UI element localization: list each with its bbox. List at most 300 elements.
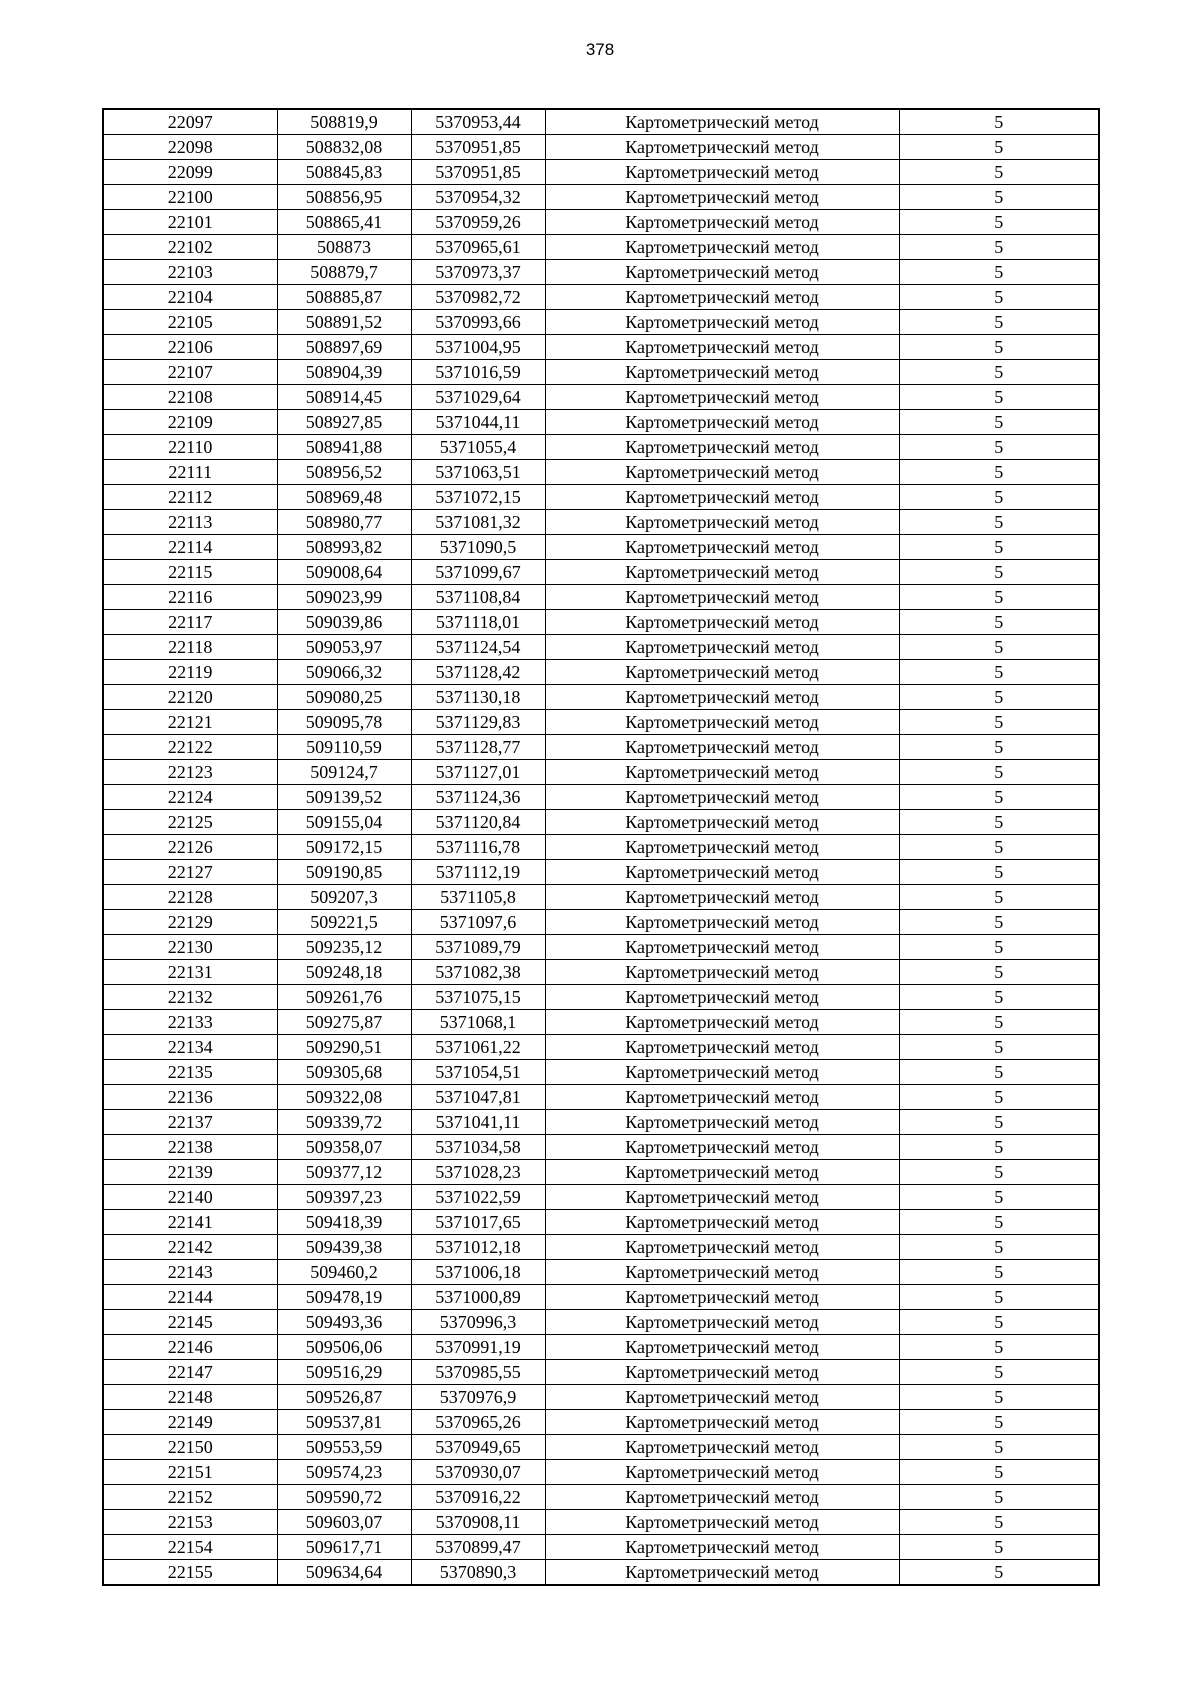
y-coordinate-cell: 5370959,26 (411, 210, 545, 235)
x-coordinate-cell: 508891,52 (277, 310, 411, 335)
accuracy-cell: 5 (899, 260, 1099, 285)
table-row (103, 1485, 1099, 1510)
x-coordinate-cell: 508980,77 (277, 510, 411, 535)
method-cell: Картометрический метод (545, 385, 899, 410)
method-cell: Картометрический метод (545, 1035, 899, 1060)
y-coordinate-cell: 5371128,42 (411, 660, 545, 685)
y-coordinate-cell: 5370890,3 (411, 1560, 545, 1586)
point-number-cell: 22146 (103, 1335, 277, 1360)
x-coordinate-cell: 509305,68 (277, 1060, 411, 1085)
table-row (103, 710, 1099, 735)
accuracy-cell: 5 (899, 1085, 1099, 1110)
method-cell: Картометрический метод (545, 135, 899, 160)
accuracy-cell: 5 (899, 1485, 1099, 1510)
point-number-cell: 22116 (103, 585, 277, 610)
y-coordinate-cell: 5371112,19 (411, 860, 545, 885)
x-coordinate-cell: 509023,99 (277, 585, 411, 610)
accuracy-cell: 5 (899, 835, 1099, 860)
accuracy-cell: 5 (899, 460, 1099, 485)
y-coordinate-cell: 5371034,58 (411, 1135, 545, 1160)
method-cell: Картометрический метод (545, 660, 899, 685)
point-number-cell: 22140 (103, 1185, 277, 1210)
method-cell: Картометрический метод (545, 1085, 899, 1110)
x-coordinate-cell: 509418,39 (277, 1210, 411, 1235)
x-coordinate-cell: 509460,2 (277, 1260, 411, 1285)
y-coordinate-cell: 5371108,84 (411, 585, 545, 610)
accuracy-cell: 5 (899, 935, 1099, 960)
x-coordinate-cell: 509537,81 (277, 1410, 411, 1435)
method-cell: Картометрический метод (545, 935, 899, 960)
point-number-cell: 22129 (103, 910, 277, 935)
point-number-cell: 22149 (103, 1410, 277, 1435)
accuracy-cell: 5 (899, 335, 1099, 360)
y-coordinate-cell: 5371075,15 (411, 985, 545, 1010)
table-row (103, 335, 1099, 360)
method-cell: Картометрический метод (545, 485, 899, 510)
x-coordinate-cell: 509261,76 (277, 985, 411, 1010)
x-coordinate-cell: 509221,5 (277, 910, 411, 935)
method-cell: Картометрический метод (545, 1210, 899, 1235)
table-row (103, 1110, 1099, 1135)
x-coordinate-cell: 509235,12 (277, 935, 411, 960)
accuracy-cell: 5 (899, 985, 1099, 1010)
table-row (103, 1310, 1099, 1335)
table-row (103, 435, 1099, 460)
y-coordinate-cell: 5370899,47 (411, 1535, 545, 1560)
point-number-cell: 22112 (103, 485, 277, 510)
point-number-cell: 22106 (103, 335, 277, 360)
accuracy-cell: 5 (899, 910, 1099, 935)
accuracy-cell: 5 (899, 610, 1099, 635)
y-coordinate-cell: 5371072,15 (411, 485, 545, 510)
table-row (103, 310, 1099, 335)
method-cell: Картометрический метод (545, 1560, 899, 1586)
y-coordinate-cell: 5371130,18 (411, 685, 545, 710)
point-number-cell: 22122 (103, 735, 277, 760)
point-number-cell: 22139 (103, 1160, 277, 1185)
method-cell: Картометрический метод (545, 1110, 899, 1135)
table-row (103, 810, 1099, 835)
x-coordinate-cell: 509080,25 (277, 685, 411, 710)
y-coordinate-cell: 5370953,44 (411, 109, 545, 135)
x-coordinate-cell: 509110,59 (277, 735, 411, 760)
point-number-cell: 22104 (103, 285, 277, 310)
accuracy-cell: 5 (899, 535, 1099, 560)
point-number-cell: 22130 (103, 935, 277, 960)
x-coordinate-cell: 508993,82 (277, 535, 411, 560)
accuracy-cell: 5 (899, 1560, 1099, 1586)
y-coordinate-cell: 5371061,22 (411, 1035, 545, 1060)
method-cell: Картометрический метод (545, 1360, 899, 1385)
x-coordinate-cell: 508914,45 (277, 385, 411, 410)
method-cell: Картометрический метод (545, 1010, 899, 1035)
point-number-cell: 22148 (103, 1385, 277, 1410)
point-number-cell: 22097 (103, 109, 277, 135)
method-cell: Картометрический метод (545, 1135, 899, 1160)
point-number-cell: 22134 (103, 1035, 277, 1060)
y-coordinate-cell: 5370982,72 (411, 285, 545, 310)
method-cell: Картометрический метод (545, 960, 899, 985)
y-coordinate-cell: 5371105,8 (411, 885, 545, 910)
accuracy-cell: 5 (899, 960, 1099, 985)
y-coordinate-cell: 5370976,9 (411, 1385, 545, 1410)
accuracy-cell: 5 (899, 760, 1099, 785)
y-coordinate-cell: 5371118,01 (411, 610, 545, 635)
table-row (103, 1285, 1099, 1310)
x-coordinate-cell: 508879,7 (277, 260, 411, 285)
method-cell: Картометрический метод (545, 1060, 899, 1085)
table-row (103, 1085, 1099, 1110)
accuracy-cell: 5 (899, 1135, 1099, 1160)
point-number-cell: 22143 (103, 1260, 277, 1285)
x-coordinate-cell: 509290,51 (277, 1035, 411, 1060)
point-number-cell: 22110 (103, 435, 277, 460)
method-cell: Картометрический метод (545, 285, 899, 310)
table-row (103, 185, 1099, 210)
x-coordinate-cell: 508819,9 (277, 109, 411, 135)
table-row (103, 1035, 1099, 1060)
accuracy-cell: 5 (899, 585, 1099, 610)
x-coordinate-cell: 509553,59 (277, 1435, 411, 1460)
point-number-cell: 22150 (103, 1435, 277, 1460)
accuracy-cell: 5 (899, 235, 1099, 260)
y-coordinate-cell: 5371047,81 (411, 1085, 545, 1110)
y-coordinate-cell: 5371028,23 (411, 1160, 545, 1185)
method-cell: Картометрический метод (545, 235, 899, 260)
y-coordinate-cell: 5371129,83 (411, 710, 545, 735)
accuracy-cell: 5 (899, 1535, 1099, 1560)
x-coordinate-cell: 508897,69 (277, 335, 411, 360)
x-coordinate-cell: 509574,23 (277, 1460, 411, 1485)
accuracy-cell: 5 (899, 1335, 1099, 1360)
table-row (103, 1360, 1099, 1385)
x-coordinate-cell: 508885,87 (277, 285, 411, 310)
x-coordinate-cell: 509275,87 (277, 1010, 411, 1035)
accuracy-cell: 5 (899, 1235, 1099, 1260)
y-coordinate-cell: 5370916,22 (411, 1485, 545, 1510)
coordinates-table (102, 108, 1100, 1586)
point-number-cell: 22121 (103, 710, 277, 735)
table-row (103, 1385, 1099, 1410)
table-row (103, 1135, 1099, 1160)
accuracy-cell: 5 (899, 1160, 1099, 1185)
table-row (103, 585, 1099, 610)
point-number-cell: 22155 (103, 1560, 277, 1586)
accuracy-cell: 5 (899, 160, 1099, 185)
x-coordinate-cell: 508845,83 (277, 160, 411, 185)
accuracy-cell: 5 (899, 1060, 1099, 1085)
method-cell: Картометрический метод (545, 635, 899, 660)
method-cell: Картометрический метод (545, 535, 899, 560)
point-number-cell: 22118 (103, 635, 277, 660)
accuracy-cell: 5 (899, 360, 1099, 385)
table-row (103, 1435, 1099, 1460)
table-row (103, 885, 1099, 910)
method-cell: Картометрический метод (545, 360, 899, 385)
x-coordinate-cell: 509634,64 (277, 1560, 411, 1586)
table-row (103, 510, 1099, 535)
point-number-cell: 22108 (103, 385, 277, 410)
point-number-cell: 22114 (103, 535, 277, 560)
point-number-cell: 22103 (103, 260, 277, 285)
table-row (103, 285, 1099, 310)
y-coordinate-cell: 5371082,38 (411, 960, 545, 985)
accuracy-cell: 5 (899, 485, 1099, 510)
point-number-cell: 22124 (103, 785, 277, 810)
table-row (103, 260, 1099, 285)
table-row (103, 835, 1099, 860)
point-number-cell: 22126 (103, 835, 277, 860)
x-coordinate-cell: 509124,7 (277, 760, 411, 785)
y-coordinate-cell: 5371022,59 (411, 1185, 545, 1210)
table-row (103, 460, 1099, 485)
point-number-cell: 22115 (103, 560, 277, 585)
table-row (103, 1060, 1099, 1085)
y-coordinate-cell: 5371044,11 (411, 410, 545, 435)
point-number-cell: 22127 (103, 860, 277, 885)
table-row (103, 1210, 1099, 1235)
method-cell: Картометрический метод (545, 510, 899, 535)
y-coordinate-cell: 5371097,6 (411, 910, 545, 935)
table-row (103, 910, 1099, 935)
y-coordinate-cell: 5371099,67 (411, 560, 545, 585)
accuracy-cell: 5 (899, 660, 1099, 685)
y-coordinate-cell: 5370985,55 (411, 1360, 545, 1385)
accuracy-cell: 5 (899, 1385, 1099, 1410)
table-row (103, 485, 1099, 510)
method-cell: Картометрический метод (545, 785, 899, 810)
point-number-cell: 22105 (103, 310, 277, 335)
x-coordinate-cell: 509516,29 (277, 1360, 411, 1385)
method-cell: Картометрический метод (545, 1160, 899, 1185)
point-number-cell: 22152 (103, 1485, 277, 1510)
table-row (103, 1010, 1099, 1035)
y-coordinate-cell: 5371016,59 (411, 360, 545, 385)
x-coordinate-cell: 509139,52 (277, 785, 411, 810)
method-cell: Картометрический метод (545, 760, 899, 785)
y-coordinate-cell: 5371124,54 (411, 635, 545, 660)
accuracy-cell: 5 (899, 1010, 1099, 1035)
y-coordinate-cell: 5371068,1 (411, 1010, 545, 1035)
x-coordinate-cell: 509397,23 (277, 1185, 411, 1210)
x-coordinate-cell: 508904,39 (277, 360, 411, 385)
point-number-cell: 22117 (103, 610, 277, 635)
x-coordinate-cell: 509248,18 (277, 960, 411, 985)
x-coordinate-cell: 509322,08 (277, 1085, 411, 1110)
y-coordinate-cell: 5371041,11 (411, 1110, 545, 1135)
method-cell: Картометрический метод (545, 985, 899, 1010)
point-number-cell: 22131 (103, 960, 277, 985)
x-coordinate-cell: 509172,15 (277, 835, 411, 860)
x-coordinate-cell: 509377,12 (277, 1160, 411, 1185)
point-number-cell: 22113 (103, 510, 277, 535)
accuracy-cell: 5 (899, 410, 1099, 435)
y-coordinate-cell: 5371124,36 (411, 785, 545, 810)
y-coordinate-cell: 5370996,3 (411, 1310, 545, 1335)
table-row (103, 160, 1099, 185)
point-number-cell: 22153 (103, 1510, 277, 1535)
y-coordinate-cell: 5370965,26 (411, 1410, 545, 1435)
table-row (103, 1460, 1099, 1485)
accuracy-cell: 5 (899, 310, 1099, 335)
x-coordinate-cell: 509190,85 (277, 860, 411, 885)
y-coordinate-cell: 5370973,37 (411, 260, 545, 285)
accuracy-cell: 5 (899, 810, 1099, 835)
method-cell: Картометрический метод (545, 109, 899, 135)
point-number-cell: 22120 (103, 685, 277, 710)
method-cell: Картометрический метод (545, 810, 899, 835)
method-cell: Картометрический метод (545, 185, 899, 210)
table-row (103, 1410, 1099, 1435)
y-coordinate-cell: 5371004,95 (411, 335, 545, 360)
method-cell: Картометрический метод (545, 1235, 899, 1260)
x-coordinate-cell: 509207,3 (277, 885, 411, 910)
table-row (103, 560, 1099, 585)
method-cell: Картометрический метод (545, 1260, 899, 1285)
point-number-cell: 22135 (103, 1060, 277, 1085)
table-row (103, 635, 1099, 660)
x-coordinate-cell: 508969,48 (277, 485, 411, 510)
method-cell: Картометрический метод (545, 160, 899, 185)
method-cell: Картометрический метод (545, 410, 899, 435)
table-row (103, 660, 1099, 685)
x-coordinate-cell: 508865,41 (277, 210, 411, 235)
coordinates-table-body (103, 109, 1099, 1585)
table-row (103, 210, 1099, 235)
method-cell: Картометрический метод (545, 560, 899, 585)
table-row (103, 735, 1099, 760)
point-number-cell: 22123 (103, 760, 277, 785)
method-cell: Картометрический метод (545, 1460, 899, 1485)
x-coordinate-cell: 509617,71 (277, 1535, 411, 1560)
point-number-cell: 22101 (103, 210, 277, 235)
table-row (103, 860, 1099, 885)
accuracy-cell: 5 (899, 1360, 1099, 1385)
table-row (103, 1335, 1099, 1360)
method-cell: Картометрический метод (545, 1185, 899, 1210)
accuracy-cell: 5 (899, 1310, 1099, 1335)
y-coordinate-cell: 5370954,32 (411, 185, 545, 210)
point-number-cell: 22144 (103, 1285, 277, 1310)
accuracy-cell: 5 (899, 560, 1099, 585)
accuracy-cell: 5 (899, 685, 1099, 710)
x-coordinate-cell: 509506,06 (277, 1335, 411, 1360)
table-row (103, 1235, 1099, 1260)
accuracy-cell: 5 (899, 135, 1099, 160)
y-coordinate-cell: 5371012,18 (411, 1235, 545, 1260)
point-number-cell: 22098 (103, 135, 277, 160)
method-cell: Картометрический метод (545, 310, 899, 335)
accuracy-cell: 5 (899, 1435, 1099, 1460)
x-coordinate-cell: 508927,85 (277, 410, 411, 435)
accuracy-cell: 5 (899, 635, 1099, 660)
table-row (103, 960, 1099, 985)
method-cell: Картометрический метод (545, 1385, 899, 1410)
point-number-cell: 22125 (103, 810, 277, 835)
x-coordinate-cell: 509439,38 (277, 1235, 411, 1260)
method-cell: Картометрический метод (545, 735, 899, 760)
method-cell: Картометрический метод (545, 1410, 899, 1435)
table-row (103, 410, 1099, 435)
accuracy-cell: 5 (899, 1185, 1099, 1210)
method-cell: Картометрический метод (545, 1285, 899, 1310)
y-coordinate-cell: 5371120,84 (411, 810, 545, 835)
point-number-cell: 22119 (103, 660, 277, 685)
accuracy-cell: 5 (899, 385, 1099, 410)
method-cell: Картометрический метод (545, 435, 899, 460)
page-number: 378 (585, 40, 615, 59)
y-coordinate-cell: 5371063,51 (411, 460, 545, 485)
method-cell: Картометрический метод (545, 1485, 899, 1510)
y-coordinate-cell: 5371090,5 (411, 535, 545, 560)
accuracy-cell: 5 (899, 1285, 1099, 1310)
method-cell: Картометрический метод (545, 710, 899, 735)
method-cell: Картометрический метод (545, 1310, 899, 1335)
accuracy-cell: 5 (899, 1510, 1099, 1535)
y-coordinate-cell: 5371128,77 (411, 735, 545, 760)
accuracy-cell: 5 (899, 109, 1099, 135)
point-number-cell: 22107 (103, 360, 277, 385)
table-row (103, 135, 1099, 160)
point-number-cell: 22138 (103, 1135, 277, 1160)
method-cell: Картометрический метод (545, 585, 899, 610)
accuracy-cell: 5 (899, 1210, 1099, 1235)
x-coordinate-cell: 508956,52 (277, 460, 411, 485)
accuracy-cell: 5 (899, 1035, 1099, 1060)
y-coordinate-cell: 5370991,19 (411, 1335, 545, 1360)
table-row (103, 1535, 1099, 1560)
y-coordinate-cell: 5371029,64 (411, 385, 545, 410)
y-coordinate-cell: 5370951,85 (411, 160, 545, 185)
table-row (103, 1560, 1099, 1586)
table-row (103, 1185, 1099, 1210)
point-number-cell: 22132 (103, 985, 277, 1010)
x-coordinate-cell: 509008,64 (277, 560, 411, 585)
table-row (103, 1260, 1099, 1285)
x-coordinate-cell: 509053,97 (277, 635, 411, 660)
table-row (103, 610, 1099, 635)
point-number-cell: 22102 (103, 235, 277, 260)
y-coordinate-cell: 5371000,89 (411, 1285, 545, 1310)
x-coordinate-cell: 509039,86 (277, 610, 411, 635)
accuracy-cell: 5 (899, 860, 1099, 885)
accuracy-cell: 5 (899, 285, 1099, 310)
accuracy-cell: 5 (899, 1110, 1099, 1135)
y-coordinate-cell: 5371006,18 (411, 1260, 545, 1285)
table-row (103, 1510, 1099, 1535)
table-row (103, 1160, 1099, 1185)
y-coordinate-cell: 5370930,07 (411, 1460, 545, 1485)
y-coordinate-cell: 5370908,11 (411, 1510, 545, 1535)
x-coordinate-cell: 509478,19 (277, 1285, 411, 1310)
accuracy-cell: 5 (899, 185, 1099, 210)
y-coordinate-cell: 5371054,51 (411, 1060, 545, 1085)
accuracy-cell: 5 (899, 710, 1099, 735)
table-row (103, 360, 1099, 385)
accuracy-cell: 5 (899, 735, 1099, 760)
x-coordinate-cell: 509603,07 (277, 1510, 411, 1535)
accuracy-cell: 5 (899, 885, 1099, 910)
y-coordinate-cell: 5371116,78 (411, 835, 545, 860)
y-coordinate-cell: 5370949,65 (411, 1435, 545, 1460)
x-coordinate-cell: 508941,88 (277, 435, 411, 460)
table-row (103, 785, 1099, 810)
table-row (103, 109, 1099, 135)
point-number-cell: 22136 (103, 1085, 277, 1110)
accuracy-cell: 5 (899, 1410, 1099, 1435)
accuracy-cell: 5 (899, 435, 1099, 460)
method-cell: Картометрический метод (545, 910, 899, 935)
